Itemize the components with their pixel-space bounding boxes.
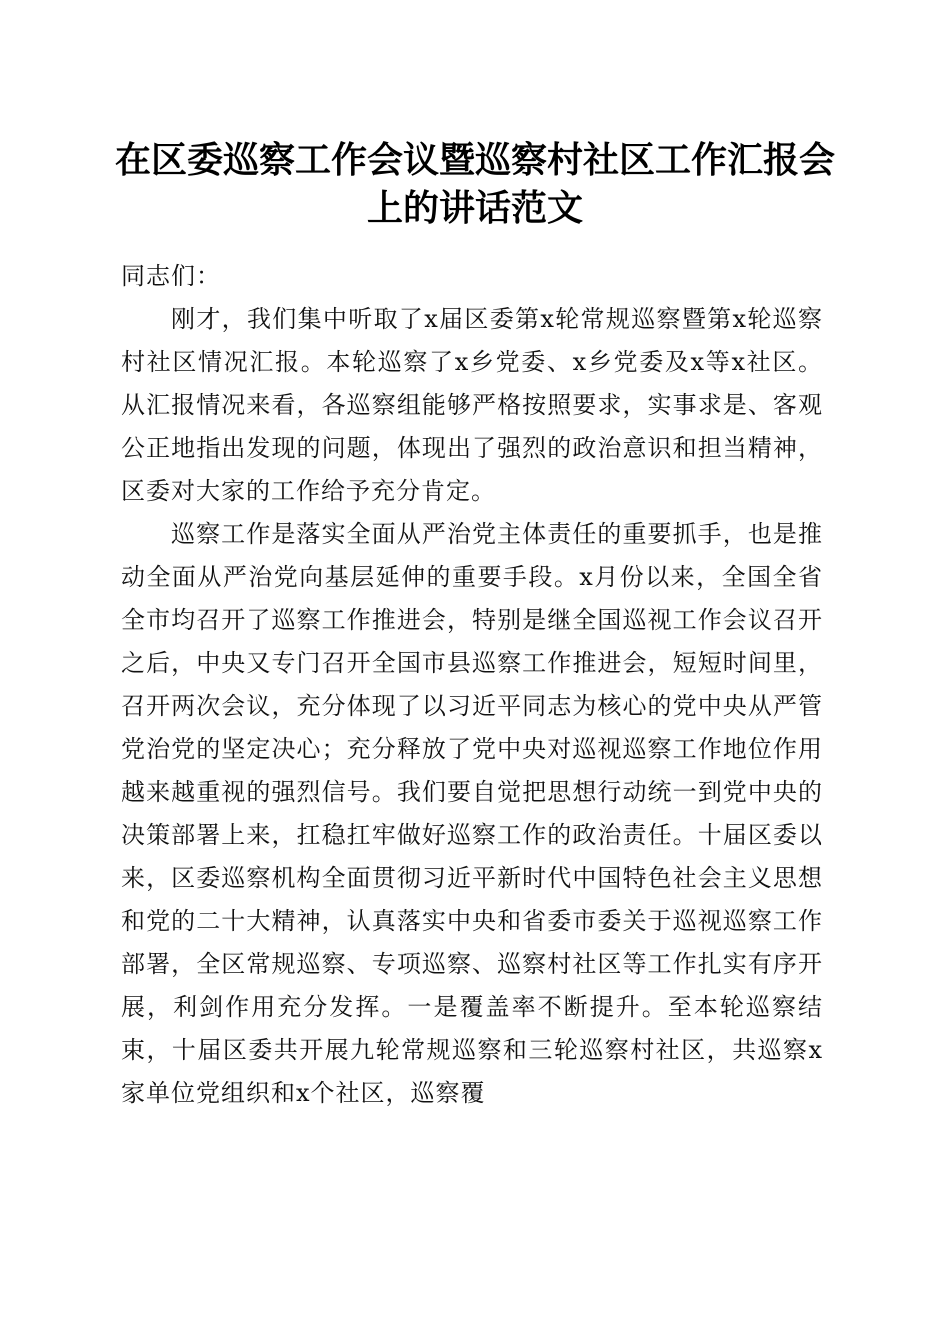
title-line-1: 在区委巡察工作会议暨巡察村社区工作汇报会 (114, 139, 835, 181)
paragraph: 巡察工作是落实全面从严治党主体责任的重要抓手，也是推动全面从严治党向基层延伸的重要手段。x月份以来，全国全省全市均召开了巡察工作推进会，特别是继全国巡视工作会议召开之后，中央又专门召开全国市县巡察工作推进会，短短时间里，召开两次会议，充分体现了以习近平同志为核心的党中央从严管党治党的坚定决心；充分释放了党中央对巡视巡察工作地位作用越来越重视的强烈信号。我们要自觉把思想行动统一到党中央的决策部署上来，扛稳扛牢做好巡察工作的政治责任。十届区委以来，区委巡察机构全面贯彻习近平新时代中国特色社会主义思想和党的二十大精神，认真落实中央和省委市委关于巡视巡察工作部署，全区常规巡察、专项巡察、巡察村社区等工作扎实有序开展，利剑作用充分发挥。一是覆盖率不断提升。至本轮巡察结束，十届区委共开展九轮常规巡察和三轮巡察村社区，共巡察x家单位党组织和x个社区，巡察覆 (121, 520, 823, 1107)
paragraph: 刚才，我们集中听取了x届区委第x轮常规巡察暨第x轮巡察村社区情况汇报。本轮巡察了x乡党委、x乡党委及x等x社区。从汇报情况来看，各巡察组能够严格按照要求，实事求是、客观公正地指出发现的问题，体现出了强烈的政治意识和担当精神，区委对大家的工作给予充分肯定。 (121, 305, 823, 505)
title-line-2: 上的讲话范文 (366, 187, 583, 229)
salutation: 同志们： (121, 262, 221, 290)
document-title (100, 136, 850, 232)
document-body (121, 255, 823, 1115)
